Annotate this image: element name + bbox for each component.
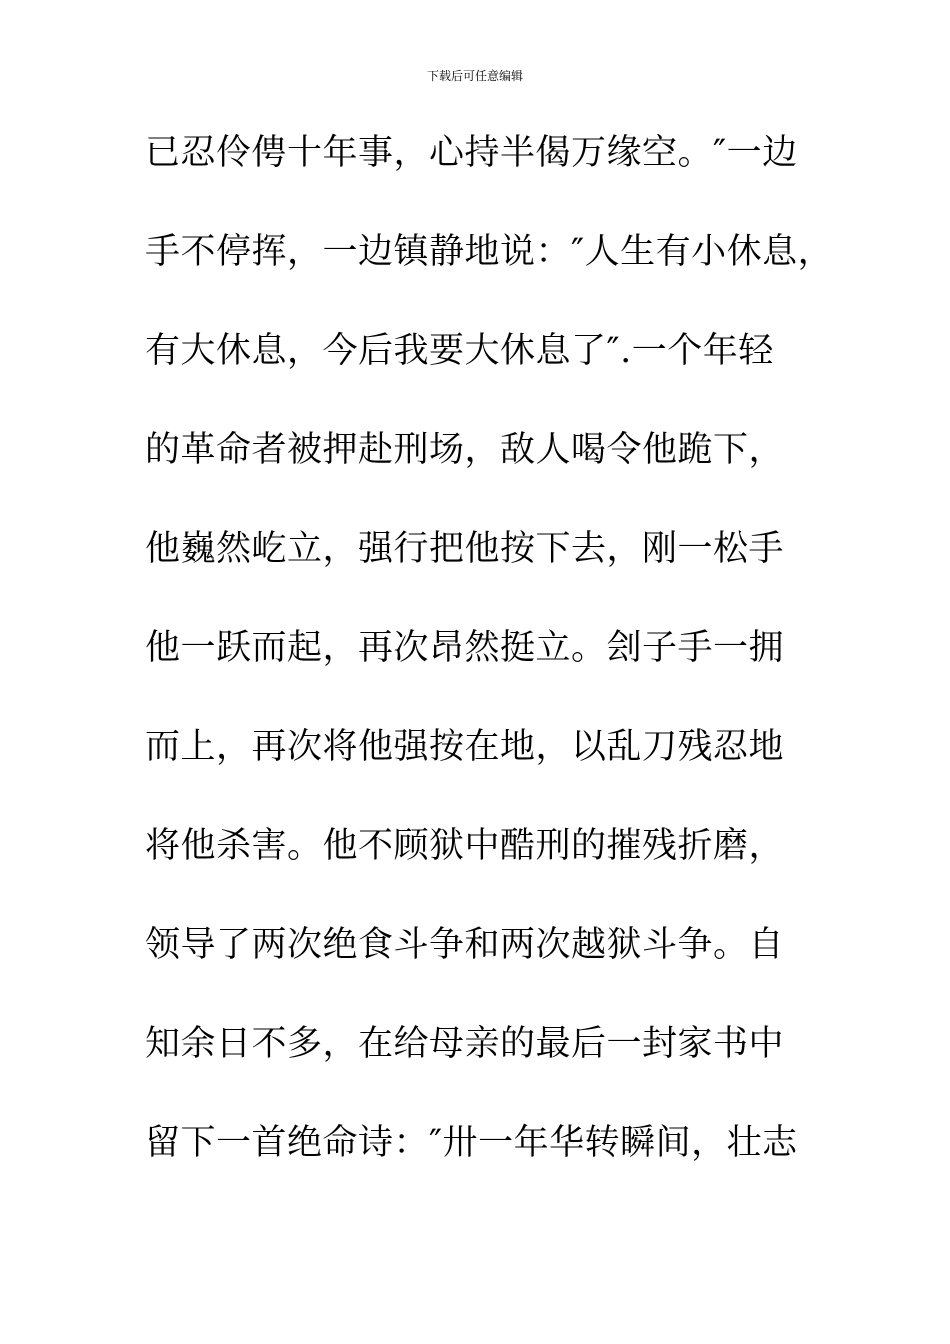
text-line: 手不停挥，一边镇静地说：″人生有小休息， bbox=[145, 232, 834, 272]
text-line: 而上，再次将他强按在地，以乱刀残忍地 bbox=[145, 727, 785, 767]
text-line: 他一跃而起，再次昂然挺立。刽子手一拥 bbox=[145, 628, 785, 668]
text-line: 他巍然屹立，强行把他按下去，刚一松手 bbox=[145, 529, 785, 569]
text-line: 留下一首绝命诗：″卅一年华转瞬间，壮志 bbox=[145, 1123, 798, 1163]
body-text bbox=[145, 131, 845, 1220]
text-line: 知余日不多，在给母亲的最后一封家书中 bbox=[145, 1024, 785, 1064]
text-line: 领导了两次绝食斗争和两次越狱斗争。自 bbox=[145, 925, 785, 965]
page-header: 下载后可任意编辑 bbox=[426, 69, 523, 83]
text-line: 有大休息，今后我要大休息了″.一个年轻 bbox=[145, 331, 774, 371]
text-line: 的革命者被押赴刑场，敌人喝令他跪下， bbox=[145, 430, 785, 470]
text-line: 将他杀害。他不顾狱中酷刑的摧残折磨， bbox=[145, 826, 785, 866]
text-line: 已忍伶俜十年事，心持半偈万缘空。″一边 bbox=[145, 133, 798, 173]
